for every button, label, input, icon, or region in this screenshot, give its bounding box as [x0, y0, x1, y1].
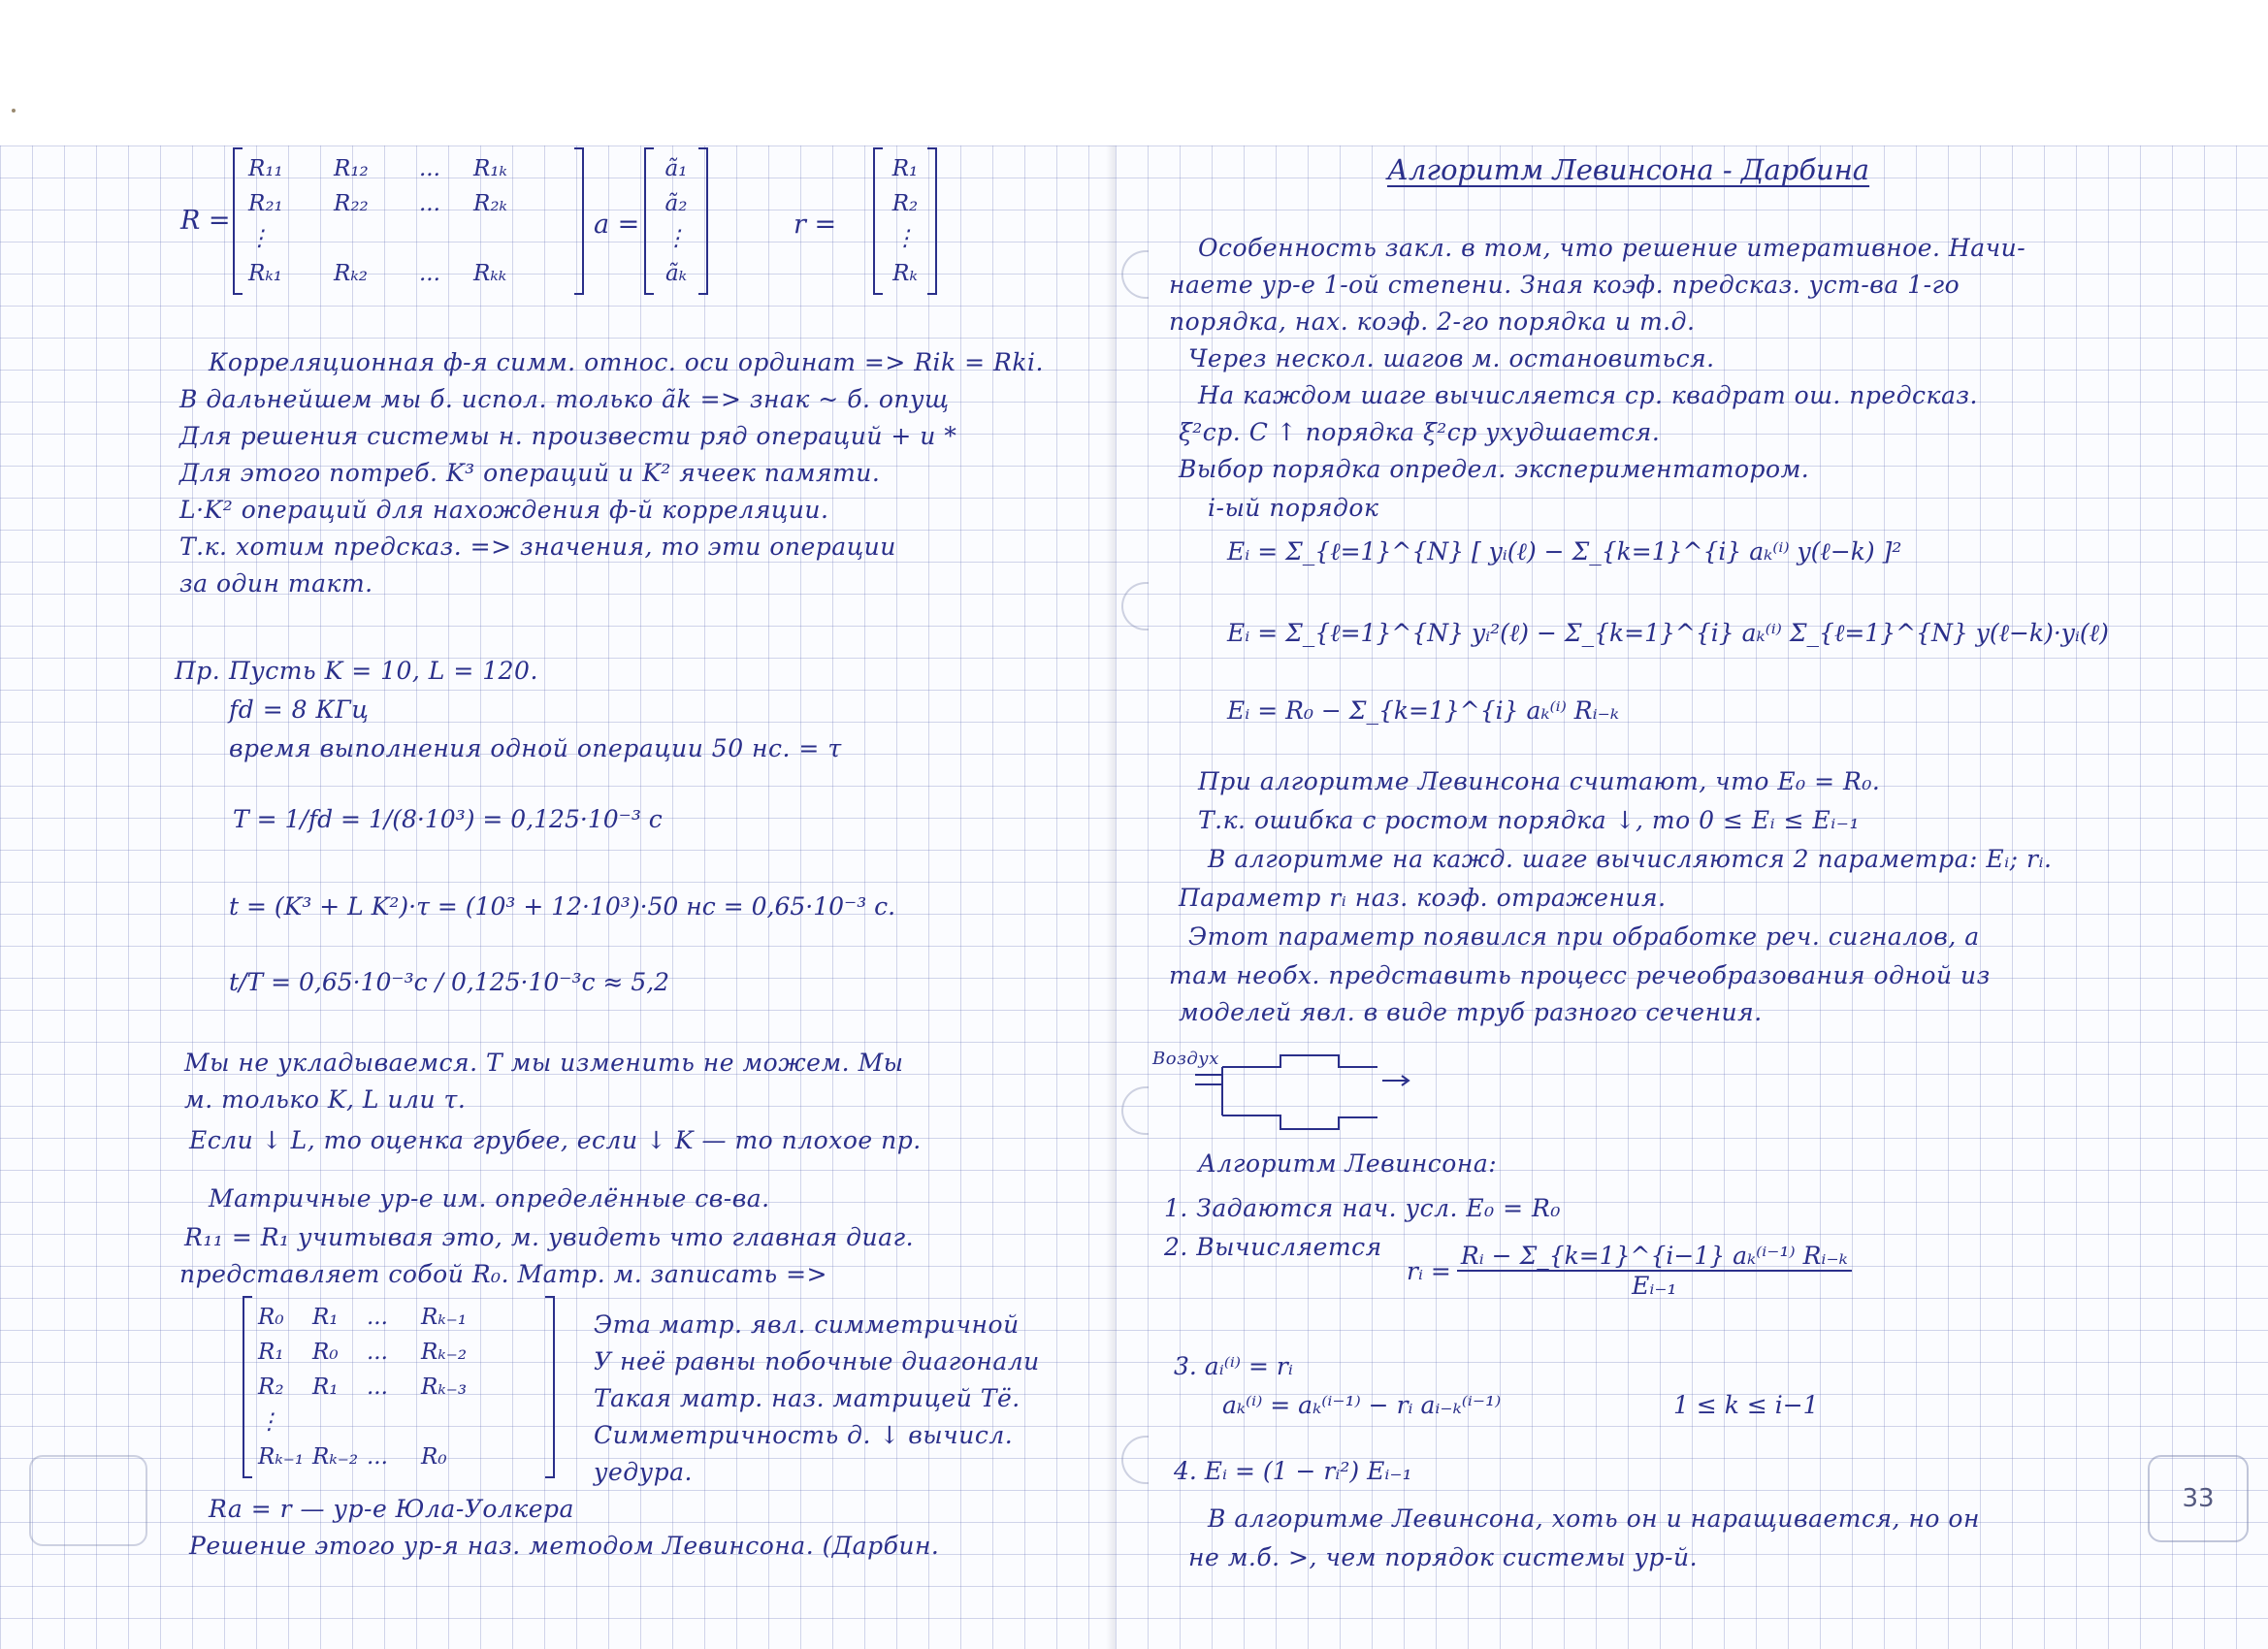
equation-error-2: Eᵢ = Σ_{ℓ=1}^{N} yᵢ²(ℓ) − Σ_{k=1}^{i} aₖ⁽ⁱ⁾ Σ_{ℓ=1}^{N} y(ℓ−k)·yᵢ(ℓ) [1227, 619, 2109, 647]
page-corner-box [29, 1455, 147, 1546]
text-line: При алгоритме Левинсона считают, что E₀ = R₀. [1198, 767, 1881, 795]
matrix-cell: Rₖ₋₁ [421, 1305, 468, 1330]
formula-period: T = 1/fd = 1/(8·10³) = 0,125·10⁻³ с [233, 805, 663, 833]
vector-entry: ã₁ [664, 156, 688, 181]
vector-entry: ãₖ [664, 261, 688, 286]
vector-entry: ⋮ [893, 226, 917, 251]
text-line: не м.б. >, чем порядок системы ур-й. [1188, 1543, 1699, 1571]
text-line: Если ↓ L, то оценка грубее, если ↓ K — то плохое пр. [189, 1126, 922, 1154]
text-line: Корреляционная ф-я симм. относ. оси ординат => Rik = Rki. [209, 348, 1044, 376]
text-line: Решение этого ур-я наз. методом Левинсона. (Дарбин. [189, 1532, 940, 1560]
vector-entry: R₂ [891, 191, 919, 216]
matrix-cell: Rₖ₁ [248, 261, 282, 286]
algorithm-step: 1. Задаются нач. усл. E₀ = R₀ [1164, 1194, 1561, 1222]
vocal-tract-diagram [1154, 1038, 1426, 1154]
toeplitz-matrix [243, 1296, 555, 1478]
binder-ring [1121, 250, 1149, 299]
yule-walker-equation: Ra = r — ур-е Юла-Уолкера [209, 1495, 574, 1523]
text-line: Для этого потреб. K³ операций и K² ячеек памяти. [179, 459, 881, 487]
binder-ring [1121, 582, 1149, 630]
formula-ratio: t/T = 0,65·10⁻³с / 0,125·10⁻³с ≈ 5,2 [229, 968, 670, 996]
matrix-cell: R₁ [312, 1374, 339, 1400]
matrix-row [258, 1335, 539, 1370]
matrix-cell: ... [419, 156, 440, 181]
matrix-row [248, 151, 568, 186]
matrix-cell: R₀ [421, 1444, 447, 1470]
step3-first: 3. aᵢ⁽ⁱ⁾ = rᵢ [1174, 1352, 1293, 1380]
fraction [1457, 1242, 1852, 1300]
tube-top-profile [1222, 1055, 1377, 1067]
toeplitz-note: Эта матр. явл. симметричной [594, 1310, 1020, 1339]
matrix-cell: ... [367, 1340, 388, 1365]
matrix-cell: ⋮ [258, 1409, 280, 1435]
step3-update: aₖ⁽ⁱ⁾ = aₖ⁽ⁱ⁻¹⁾ − rᵢ aᵢ₋ₖ⁽ⁱ⁻¹⁾ [1222, 1391, 1502, 1419]
matrix-cell: ... [367, 1374, 388, 1400]
fraction-denominator: Eᵢ₋₁ [1632, 1272, 1677, 1300]
algorithm-title: Алгоритм Левинсона: [1198, 1149, 1498, 1178]
matrix-row [258, 1439, 539, 1474]
matrix-cell: Rₖ₋₁ [258, 1444, 305, 1470]
vector-a-label: a = [594, 210, 640, 240]
matrix-cell: R₂ₖ [473, 191, 507, 216]
text-line: Особенность закл. в том, что решение итеративное. Начи- [1198, 234, 2026, 262]
left-page [0, 146, 1116, 1649]
example-label: Пр. [175, 657, 221, 685]
page-title: Алгоритм Левинсона - Дарбина [1387, 153, 1870, 186]
text-line: там необх. представить процесс речеобразования одной из [1169, 961, 1991, 989]
matrix-r-label: R = [180, 206, 231, 236]
tube-bottom-profile [1222, 1116, 1377, 1129]
text-line: В дальнейшем мы б. испол. только ãk => знак ~ б. опущ [179, 385, 950, 413]
matrix-cell: Rₖ₋₃ [421, 1374, 468, 1400]
fraction-numerator: Rᵢ − Σ_{k=1}^{i−1} aₖ⁽ⁱ⁻¹⁾ Rᵢ₋ₖ [1457, 1242, 1852, 1272]
formula-total-time: t = (K³ + L K²)·τ = (10³ + 12·10³)·50 нс = 0,65·10⁻³ с. [229, 892, 896, 921]
matrix-row [248, 221, 568, 256]
text-line: L·K² операций для нахождения ф-й корреляции. [179, 496, 829, 524]
text-line: Через нескол. шагов м. остановиться. [1188, 344, 1715, 372]
example-given: Пусть K = 10, L = 120. [229, 657, 538, 685]
text-line: Для решения системы н. произвести ряд операций + и * [179, 422, 957, 450]
step4-error: 4. Eᵢ = (1 − rᵢ²) Eᵢ₋₁ [1174, 1457, 1412, 1485]
text-line: Этот параметр появился при обработке реч. сигналов, а [1188, 922, 1980, 951]
toeplitz-note: уедура. [594, 1458, 693, 1486]
matrix-cell: R₂₁ [248, 191, 283, 216]
matrix-cell: R₁₂ [334, 156, 369, 181]
step3-range: 1 ≤ k ≤ i−1 [1673, 1391, 1819, 1419]
matrix-row [258, 1370, 539, 1405]
binder-ring [1121, 1086, 1149, 1135]
vector-entry: R₁ [891, 156, 919, 181]
matrix-cell: Rₖ₋₂ [421, 1340, 468, 1365]
page-number: 33 [2148, 1455, 2249, 1542]
equation-error-1: Eᵢ = Σ_{ℓ=1}^{N} [ yᵢ(ℓ) − Σ_{k=1}^{i} aₖ⁽ⁱ⁾ y(ℓ−k) ]² [1227, 537, 1902, 566]
toeplitz-note: У неё равны побочные диагонали [594, 1347, 1040, 1375]
matrix-cell: R₁₁ [248, 156, 283, 181]
text-line: Параметр rᵢ наз. коэф. отражения. [1179, 884, 1667, 912]
text-line: наете ур-е 1-ой степени. Зная коэф. предсказ. уст-ва 1-го [1169, 271, 1960, 299]
matrix-row [248, 256, 568, 291]
matrix-cell: ... [419, 191, 440, 216]
matrix-cell: ... [419, 261, 440, 286]
matrix-row [258, 1405, 539, 1439]
text-line: представляет собой R₀. Матр. м. записать => [179, 1260, 828, 1288]
matrix-cell: ... [367, 1305, 388, 1330]
matrix-row [258, 1300, 539, 1335]
reflection-coef-formula [1407, 1242, 1858, 1300]
matrix-row [248, 186, 568, 221]
text-line: ξ²ср. С ↑ порядка ξ²ср ухудшается. [1179, 418, 1661, 446]
vector-entry: ã₂ [664, 191, 688, 216]
matrix-cell: R₁ [312, 1305, 339, 1330]
text-line: В алгоритме Левинсона, хоть он и наращивается, но он [1208, 1504, 1980, 1533]
text-line: Матричные ур-е им. определённые св-ва. [209, 1184, 770, 1212]
vector-entry: ⋮ [664, 226, 688, 251]
equation-error-3: Eᵢ = R₀ − Σ_{k=1}^{i} aₖ⁽ⁱ⁾ Rᵢ₋ₖ [1227, 696, 1619, 725]
text-line: Т.к. хотим предсказ. => значения, то эти операции [179, 533, 896, 561]
toeplitz-note: Такая матр. наз. матрицей Тё. [594, 1384, 1021, 1412]
matrix-cell: R₀ [312, 1340, 339, 1365]
scan-margin [0, 0, 2268, 146]
binder-ring [1121, 1436, 1149, 1484]
vector-a [644, 147, 708, 295]
matrix-cell: ⋮ [248, 226, 271, 251]
formula-lhs: rᵢ = [1407, 1256, 1451, 1285]
matrix-cell: Rₖₖ [473, 261, 507, 286]
text-line: На каждом шаге вычисляется ср. квадрат ош. предсказ. [1198, 381, 1978, 409]
text-line: R₁₁ = R₁ учитывая это, м. увидеть что главная диаг. [184, 1223, 915, 1251]
text-line: Выбор порядка определ. экспериментатором. [1179, 455, 1810, 483]
example-fd: fd = 8 КГц [229, 695, 370, 724]
ith-order-label: i-ый порядок [1208, 494, 1379, 522]
algorithm-step: 2. Вычисляется [1164, 1233, 1382, 1261]
text-line: за один такт. [179, 569, 373, 598]
matrix-cell: R₀ [258, 1305, 284, 1330]
vector-r-label: r = [794, 210, 837, 240]
text-line: Т.к. ошибка с ростом порядка ↓, то 0 ≤ Eᵢ ≤ Eᵢ₋₁ [1198, 806, 1860, 834]
text-line: В алгоритме на кажд. шаге вычисляются 2 параметра: Eᵢ; rᵢ. [1208, 845, 2053, 873]
text-line: м. только K, L или τ. [184, 1085, 467, 1114]
matrix-cell: Rₖ₋₂ [312, 1444, 359, 1470]
right-page [1116, 146, 2268, 1649]
matrix-cell: R₂ [258, 1374, 284, 1400]
scan-speck [12, 109, 16, 113]
text-line: Мы не укладываемся. T мы изменить не можем. Мы [184, 1049, 904, 1077]
text-line: порядка, нах. коэф. 2-го порядка и т.д. [1169, 307, 1696, 336]
example-op-time: время выполнения одной операции 50 нс. = τ [229, 734, 842, 762]
text-line: моделей явл. в виде труб разного сечения. [1179, 998, 1763, 1026]
matrix-cell: ... [367, 1444, 388, 1470]
matrix-r [233, 147, 584, 295]
matrix-cell: R₂₂ [334, 191, 369, 216]
diagram-label: Воздух [1152, 1049, 1219, 1069]
vector-r [873, 147, 937, 295]
matrix-cell: R₁ [258, 1340, 284, 1365]
matrix-cell: Rₖ₂ [334, 261, 368, 286]
vector-entry: Rₖ [892, 261, 918, 286]
matrix-cell: R₁ₖ [473, 156, 507, 181]
toeplitz-note: Симметричность д. ↓ вычисл. [594, 1421, 1014, 1449]
